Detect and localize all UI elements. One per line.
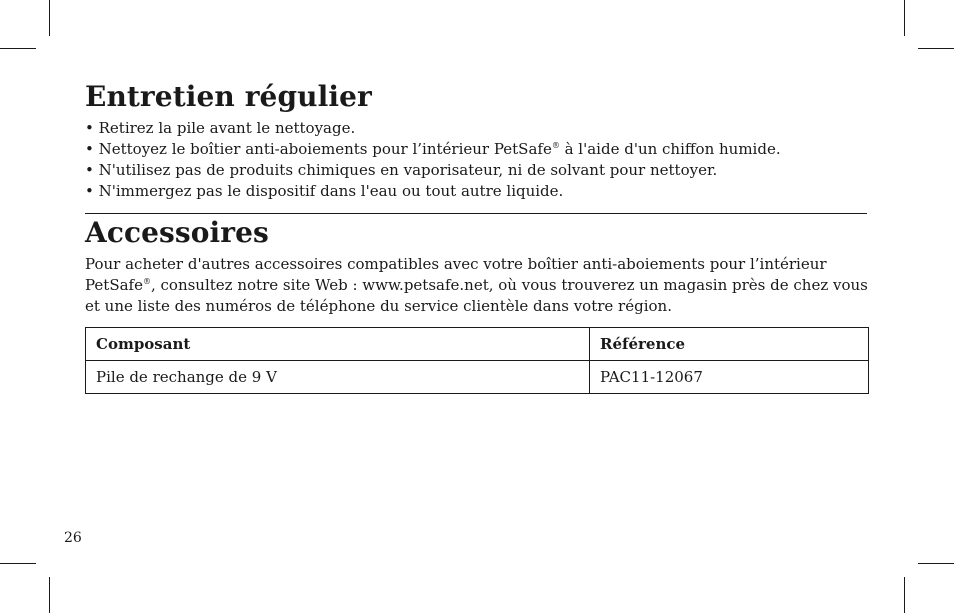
list-item: • N'utilisez pas de produits chimiques en vaporisateur, ni de solvant pour nettoyer. — [85, 161, 718, 179]
list-item: • N'immergez pas le dispositif dans l'eau ou tout autre liquide. — [85, 182, 564, 200]
crop-mark-top-right — [904, 0, 905, 36]
registered-mark: ® — [142, 277, 151, 286]
crop-mark-top-right-h — [918, 48, 954, 49]
crop-mark-bottom-left — [49, 577, 50, 613]
registered-mark: ® — [551, 141, 560, 150]
table-row — [86, 361, 869, 394]
list-item: • Nettoyez le boîtier anti-aboiements pour l’intérieur PetSafe® à l'aide d'un chiffon humide. — [85, 140, 781, 158]
crop-mark-top-left-h — [0, 48, 36, 49]
table-cell-reference: PAC11-12067 — [590, 361, 869, 394]
accessories-title: Accessoires — [85, 216, 269, 249]
table-cell-component: Pile de rechange de 9 V — [86, 361, 590, 394]
crop-mark-bottom-right-h — [918, 563, 954, 564]
crop-mark-bottom-left-h — [0, 563, 36, 564]
crop-mark-top-left — [49, 0, 50, 36]
crop-mark-bottom-right — [904, 577, 905, 613]
page-content — [85, 78, 869, 394]
maintenance-list — [85, 118, 869, 202]
accessories-paragraph: Pour acheter d'autres accessoires compatibles avec votre boîtier anti-aboiements pour l’intérieur PetSafe®, consultez notre site Web : www.petsafe.net, où vous trouverez un magasin près de chez vous et une liste des numéros de téléphone du service clientèle dans votre région. — [85, 255, 868, 315]
column-header-reference: Référence — [590, 328, 869, 361]
accessories-table — [85, 327, 869, 394]
maintenance-title: Entretien régulier — [85, 80, 372, 113]
column-header-component: Composant — [86, 328, 590, 361]
list-item: • Retirez la pile avant le nettoyage. — [85, 119, 356, 137]
page-number: 26 — [64, 530, 82, 546]
table-header-row — [86, 328, 869, 361]
